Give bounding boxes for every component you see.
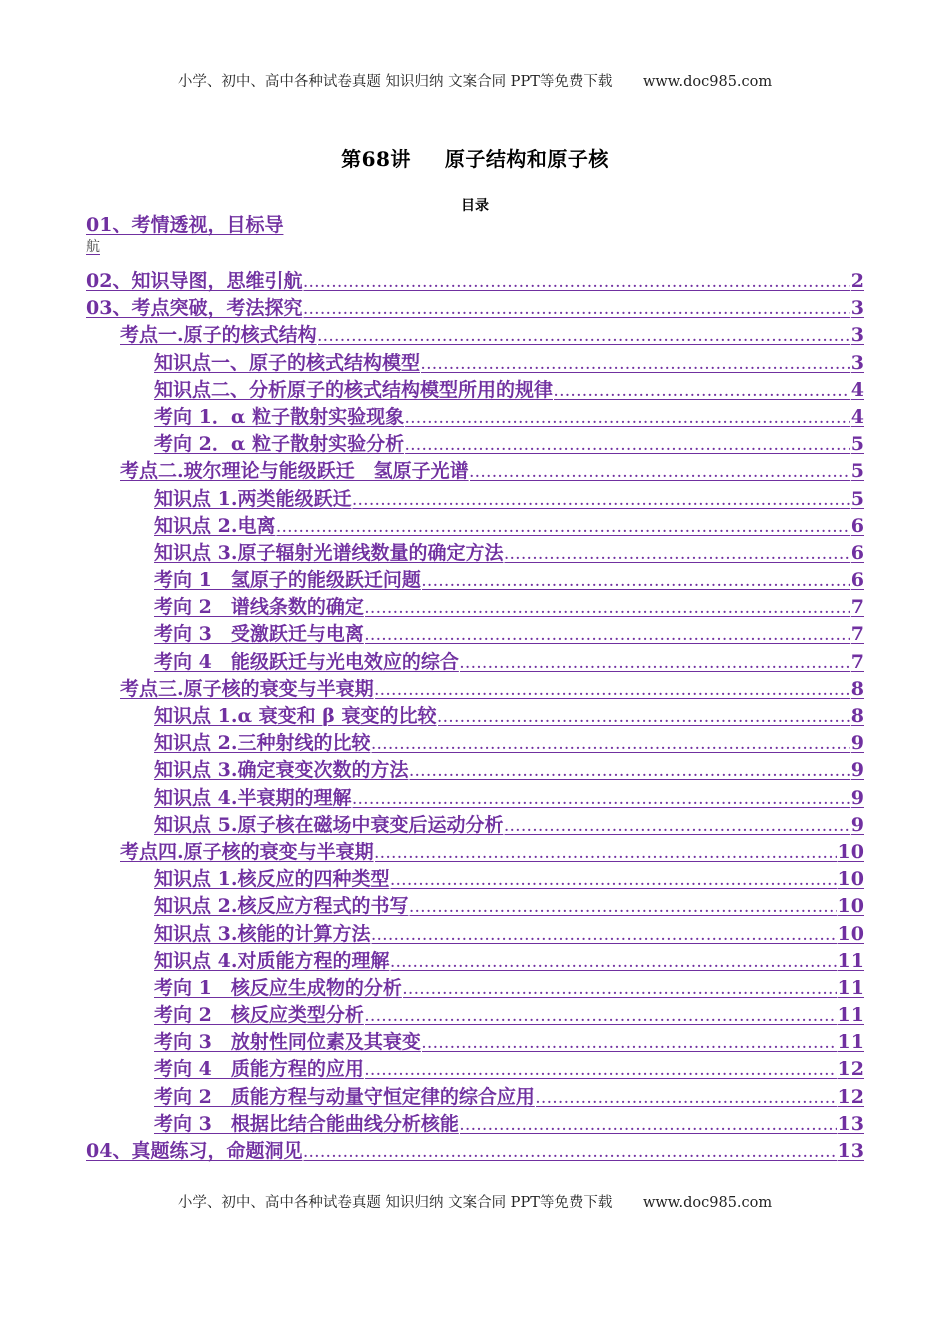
toc-page-number: 5 (850, 460, 864, 483)
toc-entry-label: 02、知识导图，思维引航 (86, 270, 303, 292)
toc-entry[interactable] (86, 893, 864, 920)
toc-entry-label: 考向 2 质能方程与动量守恒定律的综合应用 (154, 1085, 535, 1108)
toc-entry-label: 知识点 1.α 衰变和 β 衰变的比较 (154, 705, 437, 727)
toc-entry[interactable] (86, 1056, 864, 1083)
toc-page-number: 11 (837, 976, 864, 999)
toc-page-number: 10 (837, 922, 864, 945)
toc-leader-dots (554, 379, 850, 406)
toc-leader-dots (390, 868, 836, 895)
toc-entry[interactable] (86, 1029, 864, 1056)
toc-entry[interactable] (86, 975, 864, 1002)
toc-leader-dots (422, 569, 850, 596)
toc-page-number: 9 (850, 732, 864, 755)
toc-entry[interactable] (86, 649, 864, 676)
toc-entry-label: 知识点二、分析原子的核式结构模型所用的规律 (154, 378, 554, 401)
toc-entry-label: 考向 2．α 粒子散射实验分析 (154, 433, 405, 456)
table-of-contents (86, 212, 864, 1165)
toc-entry[interactable] (86, 486, 864, 513)
toc-leader-dots (504, 542, 849, 569)
toc-entry[interactable] (86, 812, 864, 839)
toc-entry-label: 知识点 2.核反应方程式的书写 (154, 895, 409, 918)
toc-leader-dots (409, 895, 836, 922)
toc-page-number: 5 (850, 487, 864, 510)
toc-page-number: 11 (837, 1004, 864, 1027)
toc-entry-label: 考向 2 谱线条数的确定 (154, 596, 364, 619)
toc-entry-continuation: 航 (86, 239, 100, 255)
toc-page-number: 5 (850, 433, 864, 456)
toc-entry-label: 考点一.原子的核式结构 (120, 324, 317, 347)
toc-entry[interactable] (86, 757, 864, 784)
toc-page-number: 2 (850, 270, 864, 292)
toc-entry-label: 知识点 3.原子辐射光谱线数量的确定方法 (154, 541, 504, 564)
toc-leader-dots (536, 1086, 837, 1113)
toc-entry-label: 知识点 1.两类能级跃迁 (154, 487, 352, 510)
toc-entry[interactable] (86, 567, 864, 594)
toc-page-number: 7 (850, 623, 864, 646)
toc-leader-dots (460, 651, 850, 678)
toc-leader-dots (371, 923, 836, 950)
toc-entry-label: 知识点一、原子的核式结构模型 (154, 351, 421, 374)
toc-leader-dots (405, 433, 850, 460)
toc-entry[interactable] (86, 676, 864, 703)
toc-entry[interactable] (86, 350, 864, 377)
toc-entry-label: 知识点 2.三种射线的比较 (154, 732, 371, 755)
header-text: 小学、初中、高中各种试卷真题 知识归纳 文案合同 PPT等免费下载 (177, 74, 613, 90)
toc-entry-label: 考向 1 核反应生成物的分析 (154, 976, 402, 999)
toc-leader-dots (365, 596, 850, 623)
toc-leader-dots (365, 1004, 837, 1031)
toc-entry[interactable] (86, 839, 864, 866)
toc-entry[interactable] (86, 1111, 864, 1138)
toc-leader-dots (390, 950, 836, 977)
toc-leader-dots (276, 515, 849, 542)
toc-leader-dots (352, 488, 849, 515)
toc-entry[interactable] (86, 513, 864, 540)
toc-entry[interactable] (86, 377, 864, 404)
toc-leader-dots (318, 324, 850, 351)
page-header (0, 70, 950, 91)
toc-entry-label: 知识点 1.核反应的四种类型 (154, 868, 390, 891)
toc-page-number: 12 (837, 1085, 864, 1108)
footer-text: 小学、初中、高中各种试卷真题 知识归纳 文案合同 PPT等免费下载 (177, 1195, 613, 1211)
lecture-name: 原子结构和原子核 (444, 147, 609, 171)
toc-entry[interactable] (86, 268, 864, 295)
toc-page-number: 3 (850, 297, 864, 320)
toc-entry-label: 知识点 3.确定衰变次数的方法 (154, 759, 409, 782)
toc-leader-dots (365, 623, 850, 650)
toc-entry[interactable] (86, 948, 864, 975)
toc-entry[interactable] (86, 730, 864, 757)
toc-page-number: 10 (837, 895, 864, 918)
toc-entry-label: 考向 1 氢原子的能级跃迁问题 (154, 569, 421, 592)
header-site-link[interactable]: www.doc985.com (642, 74, 773, 90)
toc-page-number: 10 (837, 840, 864, 863)
toc-entry-label: 考向 4 质能方程的应用 (154, 1058, 364, 1081)
toc-entry-label: 知识点 2.电离 (154, 514, 276, 537)
toc-leader-dots (303, 270, 849, 297)
toc-entry[interactable] (86, 458, 864, 485)
toc-leader-dots (303, 1140, 836, 1167)
toc-page-number: 6 (850, 541, 864, 564)
toc-entry[interactable] (86, 594, 864, 621)
toc-leader-dots (470, 460, 850, 487)
toc-entry[interactable] (86, 1138, 864, 1165)
toc-page-number: 9 (850, 813, 864, 836)
toc-entry-label: 考向 3 受激跃迁与电离 (154, 623, 364, 646)
toc-leader-dots (375, 841, 837, 868)
toc-entry[interactable] (86, 866, 864, 893)
toc-leader-dots (365, 1058, 837, 1085)
toc-page-number: 6 (850, 569, 864, 592)
toc-entry[interactable] (86, 540, 864, 567)
toc-entry-label: 知识点 4.对质能方程的理解 (154, 949, 390, 972)
toc-page-number: 6 (850, 514, 864, 537)
toc-page-number: 8 (850, 705, 864, 727)
toc-entry[interactable] (86, 1002, 864, 1029)
toc-leader-dots (421, 352, 850, 379)
toc-leader-dots (371, 732, 849, 759)
toc-leader-dots (375, 678, 850, 705)
footer-site-link[interactable]: www.doc985.com (642, 1195, 773, 1211)
toc-page-number: 9 (850, 759, 864, 782)
toc-entry-label: 考点三.原子核的衰变与半衰期 (120, 677, 374, 700)
toc-heading: 目录 (461, 198, 489, 214)
toc-entry-label: 03、考点突破，考法探究 (86, 297, 303, 320)
toc-page-number: 13 (837, 1140, 864, 1162)
lecture-number: 第68讲 (341, 147, 411, 171)
toc-page-number: 8 (850, 677, 864, 700)
toc-page-number: 7 (850, 650, 864, 673)
toc-leader-dots (303, 297, 849, 324)
toc-entry[interactable] (86, 1084, 864, 1111)
toc-leader-dots (460, 1113, 837, 1140)
toc-page-number: 3 (850, 324, 864, 347)
toc-page-number: 3 (850, 351, 864, 374)
toc-page-number: 11 (837, 949, 864, 972)
toc-entry[interactable] (86, 921, 864, 948)
toc-page-number: 4 (850, 378, 864, 401)
toc-leader-dots (352, 787, 849, 814)
toc-page-number: 10 (837, 868, 864, 891)
toc-entry-label: 考点二.玻尔理论与能级跃迁 氢原子光谱 (120, 460, 469, 483)
toc-entry-label: 知识点 4.半衰期的理解 (154, 786, 352, 809)
toc-entry-label: 考向 4 能级跃迁与光电效应的综合 (154, 650, 459, 673)
toc-page-number: 4 (850, 405, 864, 428)
toc-leader-dots (409, 759, 849, 786)
toc-leader-dots (403, 977, 837, 1004)
toc-leader-dots (438, 705, 850, 732)
toc-leader-dots (405, 406, 850, 433)
toc-entry[interactable] (86, 621, 864, 648)
toc-entry-label: 04、真题练习，命题洞见 (86, 1140, 303, 1162)
page-footer (0, 1191, 950, 1212)
toc-entry[interactable] (86, 431, 864, 458)
toc-entry-label: 考向 3 根据比结合能曲线分析核能 (154, 1112, 459, 1135)
toc-entry-label: 01、考情透视，目标导 (86, 214, 284, 236)
toc-entry[interactable] (86, 322, 864, 349)
toc-entry-label: 考向 3 放射性同位素及其衰变 (154, 1031, 421, 1054)
toc-entry-label: 考点四.原子核的衰变与半衰期 (120, 840, 374, 863)
toc-entry-label: 考向 2 核反应类型分析 (154, 1004, 364, 1027)
toc-entry-label: 考向 1．α 粒子散射实验现象 (154, 405, 405, 428)
toc-entry-label: 知识点 3.核能的计算方法 (154, 922, 371, 945)
toc-entry[interactable] (86, 703, 864, 730)
toc-leader-dots (504, 814, 849, 841)
toc-entry[interactable] (86, 404, 864, 431)
toc-leader-dots (422, 1031, 837, 1058)
page-title (0, 143, 950, 172)
toc-page-number: 9 (850, 786, 864, 809)
toc-entry-label: 知识点 5.原子核在磁场中衰变后运动分析 (154, 813, 504, 836)
toc-entry[interactable] (86, 212, 864, 268)
toc-entry[interactable] (86, 785, 864, 812)
toc-page-number: 7 (850, 596, 864, 619)
toc-page-number: 13 (837, 1112, 864, 1135)
toc-page-number: 11 (837, 1031, 864, 1054)
toc-entry[interactable] (86, 295, 864, 322)
toc-page-number: 12 (837, 1058, 864, 1081)
